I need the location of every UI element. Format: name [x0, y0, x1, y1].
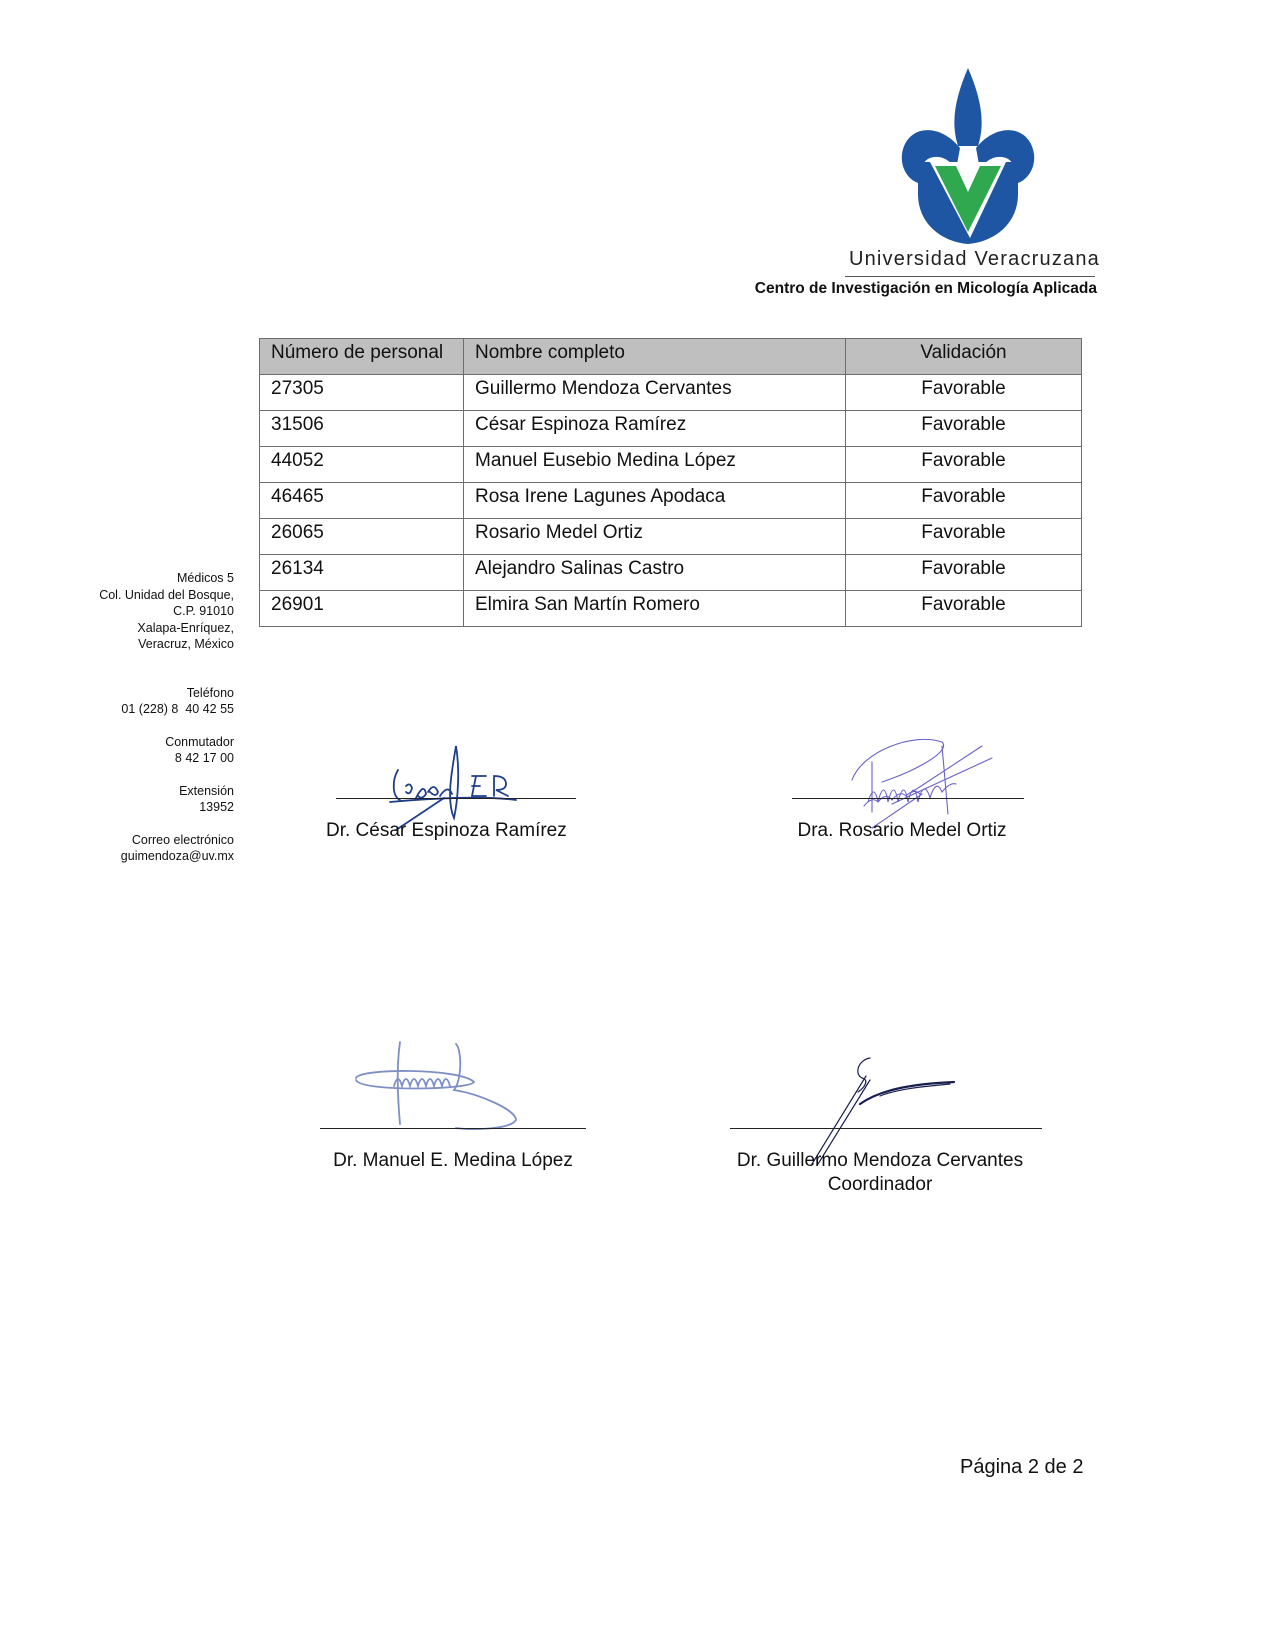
- signature-line: [730, 1128, 1042, 1129]
- signature-line: [320, 1128, 586, 1129]
- signature-line: [336, 798, 576, 799]
- signatory-name: Dr. César Espinoza Ramírez: [326, 820, 567, 841]
- institution-name: Universidad Veracruzana: [848, 248, 1100, 270]
- cell-number: 26901: [260, 591, 464, 627]
- email-value[interactable]: guimendoza@uv.mx: [120, 849, 234, 863]
- address-line: Xalapa-Enríquez,: [137, 620, 234, 635]
- column-header-validation: Validación: [846, 339, 1082, 375]
- extension-block: [60, 783, 234, 816]
- cell-number: 26065: [260, 519, 464, 555]
- cell-number: 44052: [260, 447, 464, 483]
- handwritten-signature: [336, 740, 576, 830]
- cell-name: Rosa Irene Lagunes Apodaca: [464, 483, 846, 519]
- table-row: [260, 375, 1082, 411]
- cell-validation: Favorable: [846, 555, 1082, 591]
- switchboard-value: 8 42 17 00: [174, 751, 234, 765]
- phone-value: 01 (228) 8 40 42 55: [121, 702, 234, 716]
- cell-validation: Favorable: [846, 375, 1082, 411]
- handwritten-signature: [320, 1040, 586, 1130]
- department-name: Centro de Investigación en Micología Aplicada: [754, 280, 1097, 297]
- signature-block: [792, 740, 1024, 850]
- email-block: [60, 832, 234, 865]
- signature-block: [320, 1040, 586, 1171]
- address-block: [60, 570, 234, 653]
- cell-number: 46465: [260, 483, 464, 519]
- table-row: [260, 411, 1082, 447]
- signatory-name: Dr. Manuel E. Medina López: [333, 1150, 573, 1171]
- table-row: [260, 555, 1082, 591]
- signature-block: [326, 740, 576, 850]
- table-row: [260, 519, 1082, 555]
- universidad-veracruzana-logo: [898, 66, 1038, 246]
- column-header-number: Número de personal: [260, 339, 464, 375]
- cell-validation: Favorable: [846, 519, 1082, 555]
- cell-validation: Favorable: [846, 591, 1082, 627]
- cell-validation: Favorable: [846, 411, 1082, 447]
- extension-value: 13952: [199, 800, 234, 814]
- table-row: [260, 483, 1082, 519]
- cell-number: 27305: [260, 375, 464, 411]
- institution-underline: [845, 276, 1095, 277]
- cell-name: Manuel Eusebio Medina López: [464, 447, 846, 483]
- table-row: [260, 591, 1082, 627]
- phone-block: [60, 685, 234, 718]
- cell-name: Alejandro Salinas Castro: [464, 555, 846, 591]
- cell-name: Guillermo Mendoza Cervantes: [464, 375, 846, 411]
- page-number: Página 2 de 2: [960, 1456, 1084, 1478]
- flor-de-lis-icon: [902, 68, 1034, 244]
- cell-number: 26134: [260, 555, 464, 591]
- cell-validation: Favorable: [846, 447, 1082, 483]
- signature-block: [730, 1040, 1042, 1195]
- cell-number: 31506: [260, 411, 464, 447]
- contact-sidebar: [60, 570, 234, 881]
- email-label: Correo electrónico: [131, 832, 234, 847]
- table-row: [260, 447, 1082, 483]
- signatory-name: Dr. Guillermo Mendoza Cervantes: [736, 1150, 1024, 1171]
- address-line: Veracruz, México: [138, 637, 234, 651]
- switchboard-block: [60, 734, 234, 767]
- phone-label: Teléfono: [186, 685, 234, 700]
- address-line: Col. Unidad del Bosque,: [99, 587, 234, 602]
- extension-label: Extensión: [179, 783, 234, 798]
- switchboard-label: Conmutador: [165, 734, 234, 749]
- cell-validation: Favorable: [846, 483, 1082, 519]
- cell-name: Rosario Medel Ortiz: [464, 519, 846, 555]
- staff-validation-table: [259, 338, 1082, 627]
- signatory-role: Coordinador: [827, 1174, 933, 1195]
- signature-line: [792, 798, 1024, 799]
- cell-name: César Espinoza Ramírez: [464, 411, 846, 447]
- signatory-name: Dra. Rosario Medel Ortiz: [797, 820, 1007, 841]
- address-line: Médicos 5: [177, 571, 234, 585]
- table-header-row: [260, 339, 1082, 375]
- handwritten-signature: [792, 732, 1032, 832]
- column-header-name: Nombre completo: [464, 339, 846, 375]
- address-line: C.P. 91010: [173, 604, 234, 618]
- cell-name: Elmira San Martín Romero: [464, 591, 846, 627]
